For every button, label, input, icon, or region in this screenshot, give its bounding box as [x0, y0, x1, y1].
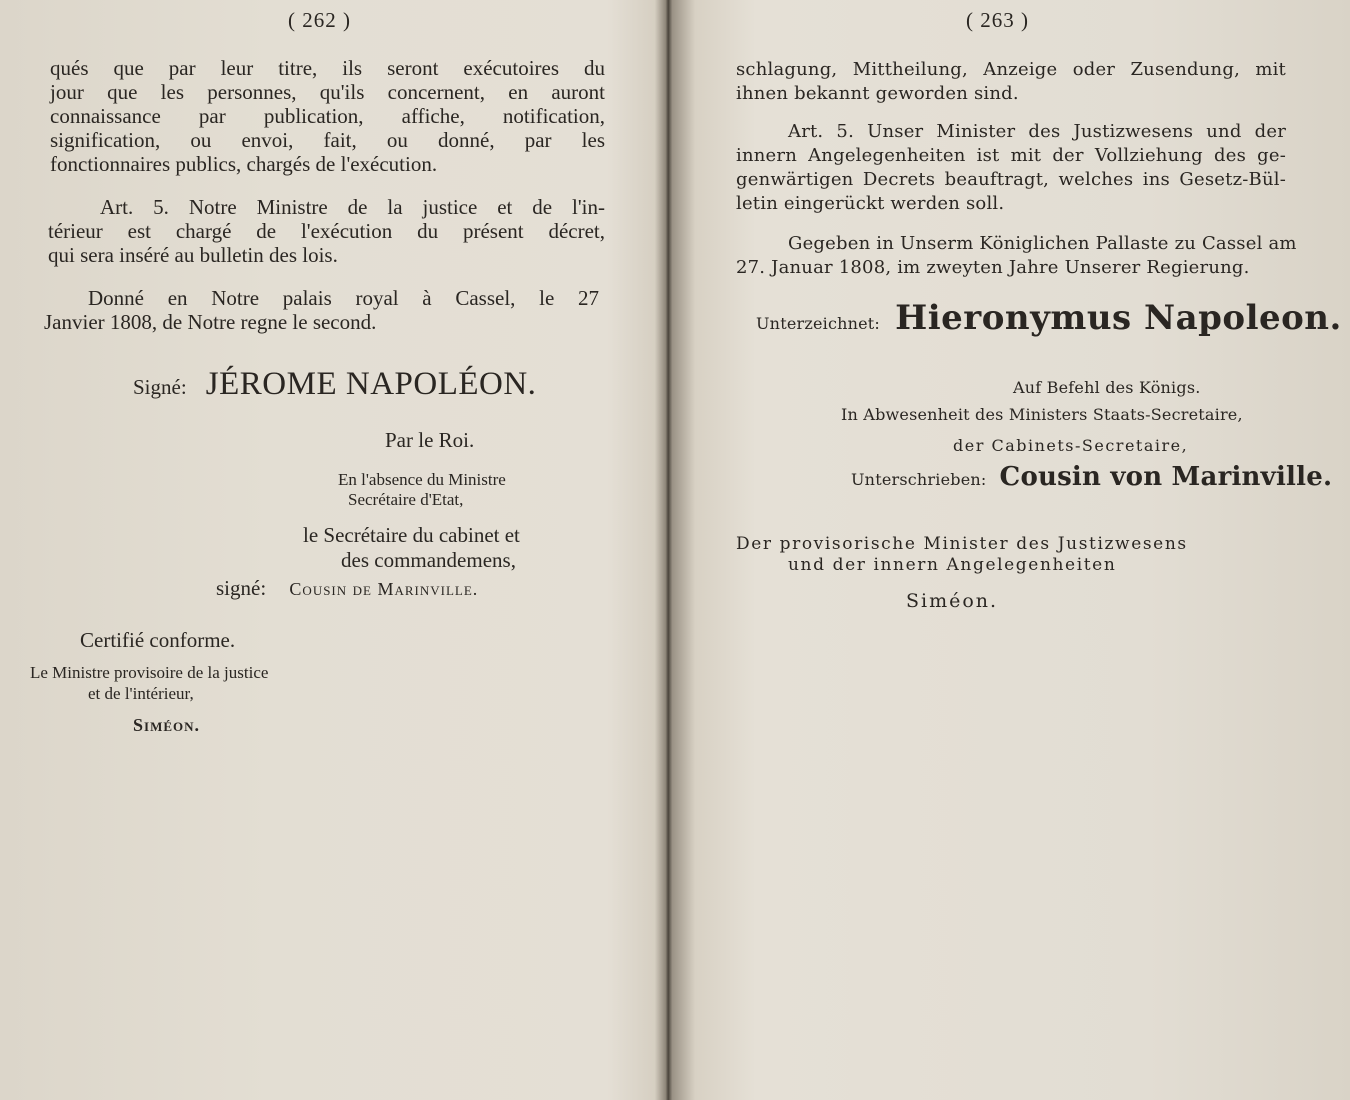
- text-line: Janvier 1808, de Notre regne le second.: [44, 310, 377, 334]
- simeon-fr: Siméon.: [133, 715, 201, 735]
- page-number-right: ( 263 ): [966, 8, 1029, 32]
- text-line: jour que les personnes, qu'ils concernent, en auront: [50, 80, 605, 104]
- signature-block-secretary-fr: [216, 576, 478, 601]
- text-line: genwärtigen Decrets beauftragt, welches ins Gesetz-Bül-: [736, 169, 1286, 190]
- article-5-fr: [48, 195, 605, 267]
- text-line: fonctionnaires publics, chargés de l'exécution.: [50, 152, 438, 176]
- signe2-label: signé:: [216, 576, 267, 600]
- text-line: Gegeben in Unserm Königlichen Pallaste zu Cassel am: [788, 233, 1297, 254]
- text-line: Le Ministre provisoire de la justice: [30, 663, 269, 682]
- text-line: En l'absence du Ministre: [338, 470, 506, 489]
- text-line: térieur est chargé de l'exécution du présent décret,: [48, 219, 605, 243]
- text-line: letin eingerückt werden soll.: [736, 193, 1005, 214]
- unterzeichnet-label: Unterzeichnet:: [756, 314, 881, 333]
- simeon-de: Siméon.: [906, 590, 999, 612]
- text-line: Art. 5. Unser Minister des Justizwesens und der: [788, 121, 1286, 142]
- text-line: Donné en Notre palais royal à Cassel, le 27: [88, 286, 599, 310]
- article-5-de: [736, 120, 1286, 216]
- given-at-de: [736, 232, 1297, 280]
- text-line: connaissance par publication, affiche, notification,: [50, 104, 605, 128]
- auf-befehl: Auf Befehl des Königs.: [1013, 378, 1201, 397]
- unterschrieben-label: Unterschrieben:: [851, 470, 987, 489]
- abwesenheit: In Abwesenheit des Ministers Staats-Secretaire,: [841, 405, 1243, 424]
- ministre-provisoire-fr: [30, 662, 268, 704]
- signature-block-secretary-de: [851, 462, 1332, 492]
- king-name-de: Hieronymus Napoleon.: [895, 298, 1342, 338]
- certifie-conforme: Certifié conforme.: [80, 628, 236, 652]
- par-le-roi: Par le Roi.: [385, 428, 475, 452]
- provisorische-minister-de: [736, 534, 1188, 576]
- absence-note-fr: [338, 470, 506, 510]
- paragraph-continuation-fr: [50, 56, 605, 176]
- right-page: [668, 0, 1350, 1100]
- text-line: Secrétaire d'Etat,: [348, 490, 464, 509]
- text-line: schlagung, Mittheilung, Anzeige oder Zusendung, mit: [736, 59, 1286, 80]
- paragraph-continuation-de: [736, 58, 1286, 106]
- signature-block-king-fr: [133, 366, 536, 403]
- text-line: innern Angelegenheiten ist mit der Vollziehung des ge-: [736, 145, 1286, 166]
- signature-block-king-de: [756, 298, 1342, 338]
- text-line: Der provisorische Minister des Justizwesens: [736, 534, 1188, 554]
- text-line: le Secrétaire du cabinet et: [303, 523, 520, 547]
- king-name: JÉROME NAPOLÉON.: [205, 366, 537, 402]
- left-page: [0, 0, 650, 1100]
- secretaire-fr: [303, 523, 520, 573]
- text-line: und der innern Angelegenheiten: [788, 555, 1117, 575]
- secretary-name-de: Cousin von Marinville.: [999, 462, 1333, 492]
- cabinets-secretaire: der Cabinets-Secretaire,: [953, 436, 1189, 455]
- text-line: 27. Januar 1808, im zweyten Jahre Unserer Regierung.: [736, 257, 1250, 278]
- given-at-fr: [44, 286, 599, 334]
- signe-label: Signé:: [133, 375, 187, 399]
- text-line: qui sera inséré au bulletin des lois.: [48, 243, 338, 267]
- text-line: et de l'intérieur,: [88, 684, 194, 703]
- text-line: qués que par leur titre, ils seront exécutoires du: [50, 56, 605, 80]
- text-line: Art. 5. Notre Ministre de la justice et de l'in-: [100, 195, 605, 219]
- text-line: des commandemens,: [341, 548, 516, 572]
- text-line: ihnen bekannt geworden sind.: [736, 83, 1019, 104]
- text-line: signification, ou envoi, fait, ou donné, par les: [50, 128, 605, 152]
- page-number-left: ( 262 ): [288, 8, 351, 32]
- secretary-name: Cousin de Marinville.: [289, 579, 479, 599]
